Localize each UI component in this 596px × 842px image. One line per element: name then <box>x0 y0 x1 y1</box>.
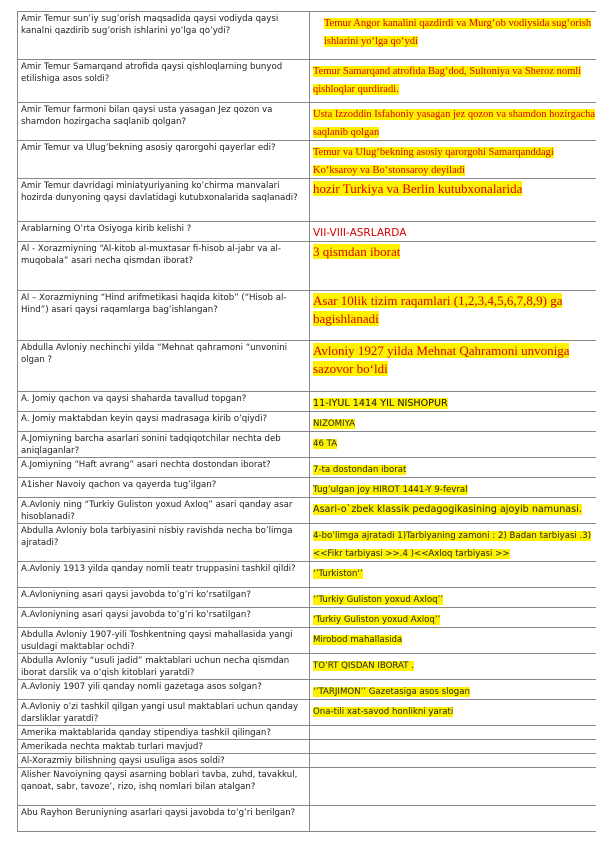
answer-text: Usta Izzoddin Isfahoniy yasagan jez qozon va shamdon hozirgacha saqlanib qolgan <box>313 109 596 138</box>
table-row <box>18 608 596 628</box>
table-row <box>18 754 596 768</box>
question-cell: A1isher Navoiy qachon va qayerda tug’ilgan? <box>18 478 310 498</box>
answer-cell <box>310 222 596 242</box>
question-cell: Abdulla Avloniy 1907-yili Toshkentning qaysi mahallasida yangi usuldagi maktablar ochdi? <box>18 628 310 654</box>
question-cell: A.Avloniyning asari qaysi javobda to’g’ri ko’rsatilgan? <box>18 608 310 628</box>
table-row <box>18 588 596 608</box>
question-cell: A.Avloniy o’zi tashkil qilgan yangi usul maktablari uchun qanday darsliklar yaratdi? <box>18 700 310 726</box>
answer-cell <box>310 412 596 432</box>
table-row <box>18 242 596 291</box>
answer-cell <box>310 740 596 754</box>
answer-text: Asari-o`zbek klassik pedagogikasining ajoyib namunasi. <box>313 504 582 515</box>
question-cell: A.Avloniy 1907 yili qanday nomli gazetaga asos solgan? <box>18 680 310 700</box>
answer-text: Mirobod mahallasida <box>313 635 403 645</box>
table-row <box>18 524 596 562</box>
answer-cell <box>310 458 596 478</box>
answer-text: Avloniy 1927 yilda Mehnat Qahramoni unvoniga sazovor bo‘ldi <box>313 343 570 376</box>
question-cell: Amir Temur farmoni bilan qaysi usta yasagan Jez qozon va shamdon hozirgacha saqlanib qolgan? <box>18 103 310 141</box>
table-row <box>18 562 596 588</box>
answer-text: ‘’TARJIMON’’ Gazetasiga asos slogan <box>313 687 470 697</box>
answer-text: VII-VIII-ASRLARDA <box>313 227 407 239</box>
table-row <box>18 478 596 498</box>
table-row <box>18 680 596 700</box>
table-row <box>18 432 596 458</box>
table-row <box>18 628 596 654</box>
question-cell: Al - Xorazmiyning “Al-kitob al-muxtasar fi-hisob al-jabr va al-muqobala” asari necha qismdan iborat? <box>18 242 310 291</box>
answer-cell <box>310 654 596 680</box>
question-cell: A.Avloniy 1913 yilda qanday nomli teatr truppasini tashkil qildi? <box>18 562 310 588</box>
answer-text: hozir Turkiya va Berlin kutubxonalarida <box>313 181 523 196</box>
answer-cell <box>310 432 596 458</box>
answer-cell <box>310 141 596 179</box>
answer-cell <box>310 60 596 103</box>
answer-cell <box>310 179 596 222</box>
answer-text: Temur Samarqand atrofida Bag‘dod, Sultoniya va Sheroz nomli qishloqlar qurdiradi. <box>313 66 582 95</box>
answer-text: Asar 10lik tizim raqamlari (1,2,3,4,5,6,7,8,9) ga bagishlanadi <box>313 293 563 326</box>
table-row <box>18 60 596 103</box>
table-row <box>18 700 596 726</box>
answer-text: Temur va Ulug‘bekning asosiy qarorgohi Samarqanddagi Ko‘ksaroy va Bo‘stonsaroy deyiladi <box>313 147 554 176</box>
table-row <box>18 392 596 412</box>
table-row <box>18 12 596 60</box>
answer-cell <box>310 562 596 588</box>
answer-cell <box>310 806 596 832</box>
answer-cell <box>310 628 596 654</box>
answer-text: Temur Angor kanalini qazdirdi va Murg‘ob vodiysida sug‘orish ishlarini yo‘lga qo‘ydi <box>324 18 592 47</box>
answer-cell <box>310 754 596 768</box>
answer-text: 46 TA <box>313 439 338 449</box>
answer-text: 11-IYUL 1414 YIL NISHOPUR <box>313 398 448 409</box>
question-cell: Amerikada nechta maktab turlari mavjud? <box>18 740 310 754</box>
table-row <box>18 179 596 222</box>
answer-cell <box>310 768 596 806</box>
answer-text: Ona-tili xat-savod honlikni yarati <box>313 707 454 717</box>
answer-text: 4-bo’limga ajratadi 1)Tarbiyaning zamoni : 2) Badan tarbiyasi .3) <<Fikr tarbiyasi >>.4 )<<Axloq tarbiyasi >> <box>313 531 592 559</box>
question-cell: Abu Rayhon Beruniyning asarlari qaysi javobda to’g’ri berilgan? <box>18 806 310 832</box>
answer-cell <box>310 726 596 740</box>
answer-text: TO’RT QISDAN IBORAT . <box>313 661 414 671</box>
answer-cell <box>310 680 596 700</box>
table-row <box>18 103 596 141</box>
table-row <box>18 291 596 341</box>
answer-text: 7-ta dostondan iborat <box>313 465 407 475</box>
table-row <box>18 740 596 754</box>
answer-text: ‘’Turkiston‘’ <box>313 569 363 579</box>
table-row <box>18 341 596 392</box>
answer-cell <box>310 700 596 726</box>
table-row <box>18 726 596 740</box>
table-row <box>18 458 596 478</box>
answer-text: Tug’ulgan joy HIROT 1441-Y 9-fevral <box>313 485 468 495</box>
answer-cell <box>310 242 596 291</box>
answer-text: ‘Turkiy Guliston yoxud Axloq’’ <box>313 615 441 625</box>
answer-text: 3 qismdan iborat <box>313 244 401 259</box>
answer-cell <box>310 498 596 524</box>
question-cell: Abdulla Avloniy bola tarbiyasini nisbiy ravishda necha bo’limga ajratadi? <box>18 524 310 562</box>
question-cell: Abdulla Avloniy nechinchi yilda “Mehnat qahramoni “unvonini olgan ? <box>18 341 310 392</box>
question-cell: Amerika maktablarida qanday stipendiya tashkil qilingan? <box>18 726 310 740</box>
question-cell: Abdulla Avloniy “usuli jadid” maktablari uchun necha qismdan iborat darslik va o’qish kitoblari yaratdi? <box>18 654 310 680</box>
answer-cell <box>310 478 596 498</box>
question-cell: Amir Temur sun’iy sug’orish maqsadida qaysi vodiyda qaysi kanalni qazdirib sug’orish ishlarini yo’lga qo’ydi? <box>18 12 310 60</box>
answer-cell <box>310 588 596 608</box>
qa-document-page <box>17 11 596 832</box>
answer-cell <box>310 392 596 412</box>
question-cell: A. Jomiy maktabdan keyin qaysi madrasaga kirib o’qiydi? <box>18 412 310 432</box>
table-row <box>18 222 596 242</box>
question-cell: Amir Temur va Ulug’bekning asosiy qarorgohi qayerlar edi? <box>18 141 310 179</box>
question-cell: Arablarning O’rta Osiyoga kirib kelishi ? <box>18 222 310 242</box>
question-cell: Amir Temur Samarqand atrofida qaysi qishloqlarning bunyod etilishiga asos soldi? <box>18 60 310 103</box>
qa-table <box>17 11 596 832</box>
answer-cell <box>310 291 596 341</box>
table-row <box>18 806 596 832</box>
answer-cell <box>310 103 596 141</box>
question-cell: A.Jomiyning “Haft avrang” asari nechta dostondan iborat? <box>18 458 310 478</box>
table-row <box>18 141 596 179</box>
table-row <box>18 654 596 680</box>
table-row <box>18 412 596 432</box>
answer-cell <box>310 341 596 392</box>
question-cell: Al – Xorazmiyning “Hind arifmetikasi haqida kitob” (“Hisob al-Hind”) asari qaysi raqamlarga bag’ishlangan? <box>18 291 310 341</box>
question-cell: Alisher Navoiyning qaysi asarning boblari tavba, zuhd, tavakkul, qanoat, sabr, tavozе’, rizo, ishq nomlari bilan atalgan? <box>18 768 310 806</box>
question-cell: A.Avloniy ning “Turkiy Guliston yoxud Axloq” asari qanday asar hisoblanadi? <box>18 498 310 524</box>
question-cell: Al-Xorazmiy bilishning qaysi usuliga asos soldi? <box>18 754 310 768</box>
answer-cell <box>310 608 596 628</box>
answer-text: ‘’Turkiy Guliston yoxud Axloq’’ <box>313 595 444 605</box>
table-row <box>18 768 596 806</box>
answer-cell <box>310 524 596 562</box>
answer-text: NIZOMIYA <box>313 419 356 429</box>
question-cell: Amir Temur davridagi miniatyuriyaning ko’chirma manvalari hozirda dunyoning qaysi davlatidagi kutubxonalarida saqlanadi? <box>18 179 310 222</box>
question-cell: A. Jomiy qachon va qaysi shaharda tavallud topgan? <box>18 392 310 412</box>
question-cell: A.Avloniyning asari qaysi javobda to’g’ri ko’rsatilgan? <box>18 588 310 608</box>
question-cell: A.Jomiyning barcha asarlari sonini tadqiqotchilar nechta deb aniqlaganlar? <box>18 432 310 458</box>
answer-cell <box>310 12 596 60</box>
table-row <box>18 498 596 524</box>
